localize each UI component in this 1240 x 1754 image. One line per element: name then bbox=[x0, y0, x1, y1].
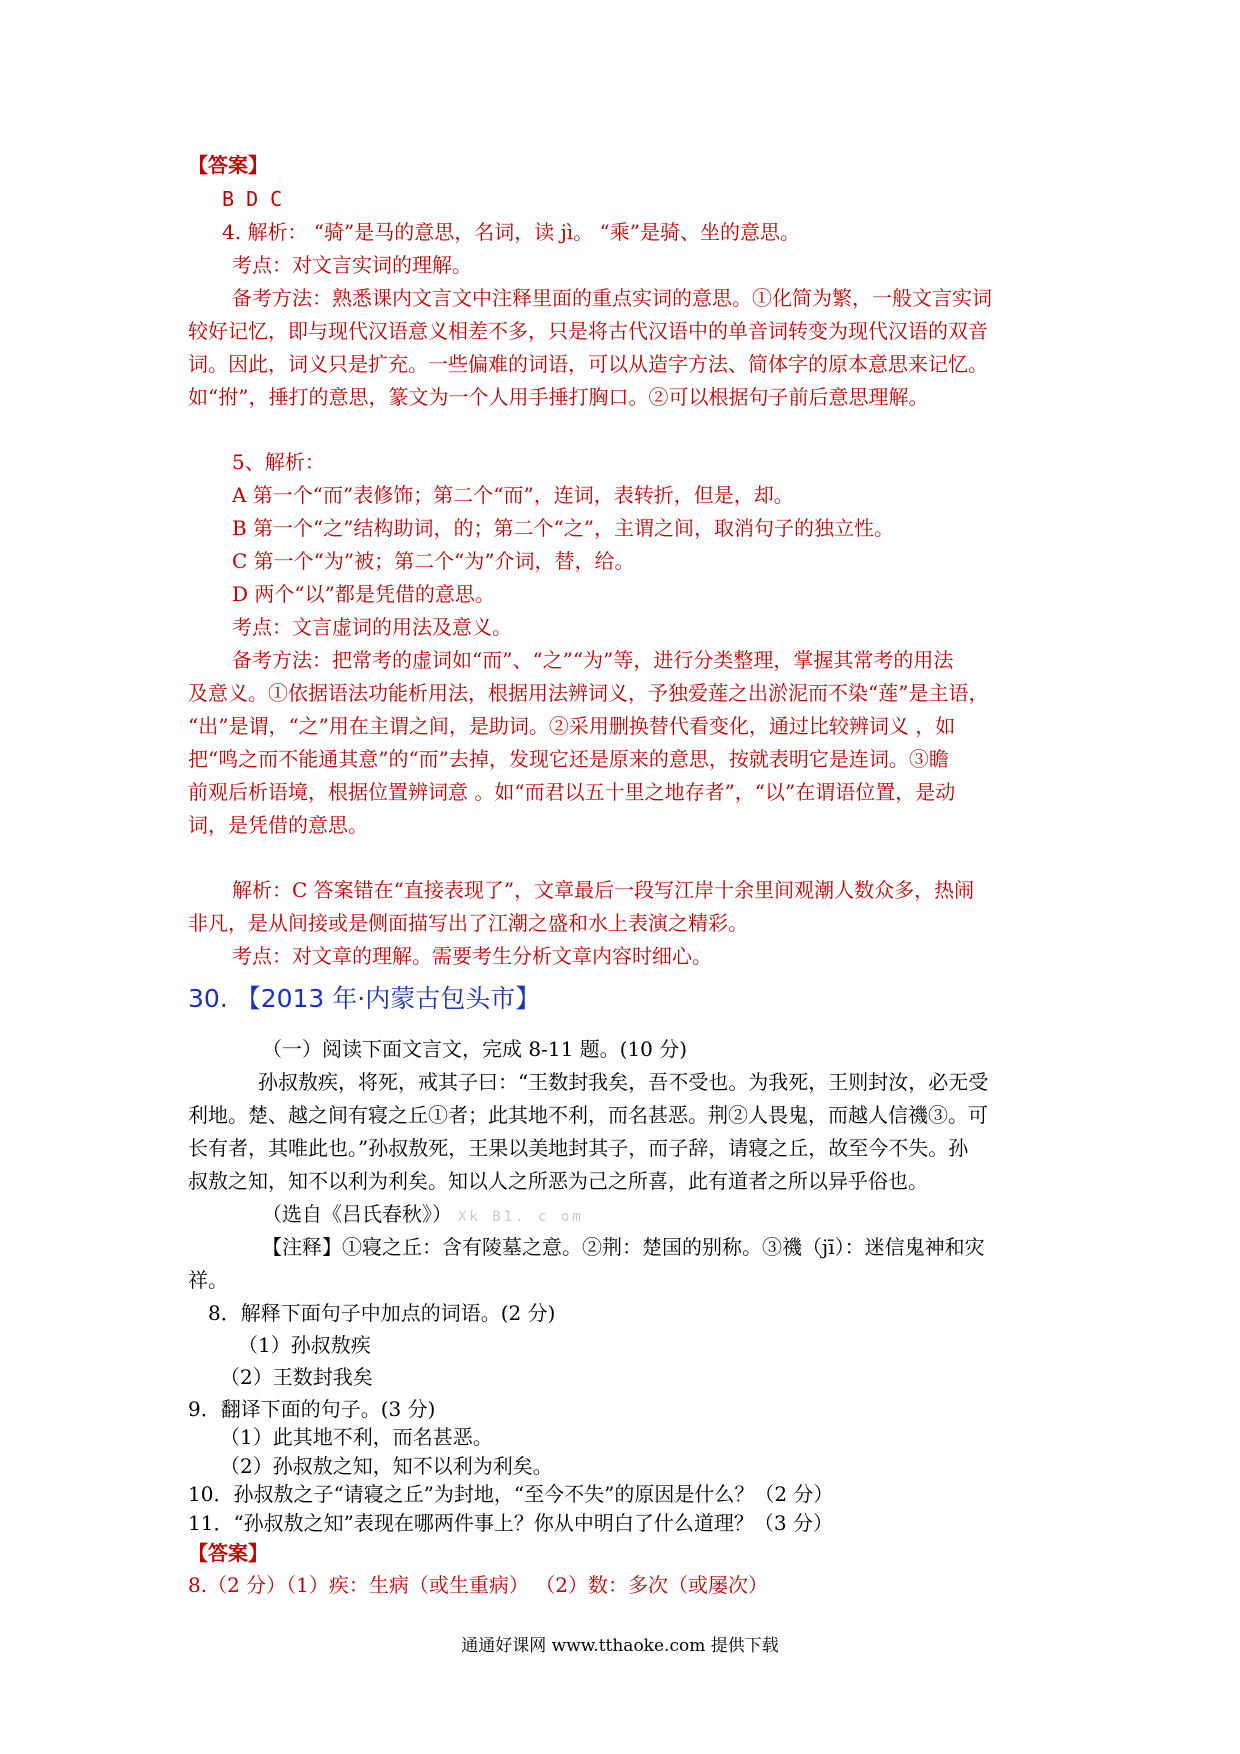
passage-line: 孙叔敖疾，将死，戒其子曰：“王数封我矣，吾不受也。为我死，王则封汝，必无受 bbox=[258, 1070, 989, 1094]
question-11: 11．“孙叔敖之知”表现在哪两件事上？你从中明白了什么道理？（3 分） bbox=[188, 1511, 833, 1535]
q4-analysis: 4. 解析： “骑”是马的意思，名词，读 jì。 “乘”是骑、坐的意思。 bbox=[222, 220, 801, 244]
q4-test-point: 考点：对文言实词的理解。 bbox=[232, 253, 472, 277]
q5-test-point: 考点：文言虚词的用法及意义。 bbox=[232, 615, 512, 639]
answer-label: 【答案】 bbox=[188, 153, 268, 177]
q4-method-line: 如“拊”，捶打的意思，篆文为一个人用手捶打胸口。②可以根据句子前后意思理解。 bbox=[188, 385, 929, 409]
answer-8: 8.（2 分）（1）疾：生病（或生重病） （2）数：多次（或屡次） bbox=[188, 1573, 768, 1597]
question-8-item: （1）孙叔敖疾 bbox=[238, 1333, 371, 1357]
q5-option-c: C 第一个“为”被；第二个“为”介词，替，给。 bbox=[232, 549, 635, 573]
q5-option-d: D 两个“以”都是凭借的意思。 bbox=[232, 582, 495, 606]
question-9-item: （2）孙叔敖之知，知不以利为利矣。 bbox=[220, 1454, 553, 1478]
q5-method-line: “出”是谓，“之”用在主谓之间，是助词。②采用删换替代看变化，通过比较辨词义 ，如 bbox=[188, 714, 956, 738]
q6-analysis-line: 非凡，是从间接或是侧面描写出了江潮之盛和水上表演之精彩。 bbox=[188, 911, 748, 935]
question-10: 10．孙叔敖之子“请寝之丘”为封地，“至今不失”的原因是什么？（2 分） bbox=[188, 1482, 834, 1506]
passage-instruction: （一）阅读下面文言文，完成 8-11 题。(10 分) bbox=[262, 1037, 688, 1061]
q5-method-line: 及意义。①依据语法功能析用法，根据用法辨词义，予独爱莲之出淤泥而不染“莲”是主语， bbox=[188, 681, 989, 705]
q5-method-line: 前观后析语境，根据位置辨词意 。如“而君以五十里之地存者”，“以”在谓语位置，是动 bbox=[188, 780, 956, 804]
notes-line: 【注释】①寝之丘：含有陵墓之意。②荆：楚国的别称。③禨（jī）：迷信鬼神和灾 bbox=[262, 1235, 985, 1259]
answer-label: 【答案】 bbox=[188, 1541, 268, 1565]
q5-method-line: 把“鸣之而不能通其意”的“而”去掉，发现它还是原来的意思，按就表明它是连词。③瞻 bbox=[188, 747, 949, 771]
q5-option-b: B 第一个“之”结构助词，的；第二个“之”，主谓之间，取消句子的独立性。 bbox=[232, 516, 894, 540]
question-8: 8．解释下面句子中加点的词语。(2 分) bbox=[208, 1301, 556, 1325]
question-9: 9．翻译下面的句子。(3 分) bbox=[188, 1397, 436, 1421]
notes-line: 祥。 bbox=[188, 1268, 228, 1292]
section-heading: 30. 【2013 年·内蒙古包头市】 bbox=[188, 984, 541, 1013]
q5-option-a: A 第一个“而”表修饰；第二个“而”，连词，表转折，但是，却。 bbox=[232, 483, 794, 507]
q4-method-line: 词。因此，词义只是扩充。一些偏难的词语，可以从造字方法、简体字的原本意思来记忆。 bbox=[188, 352, 988, 376]
passage-source bbox=[262, 1199, 584, 1232]
page-footer: 通通好课网 www.tthaoke.com 提供下载 bbox=[461, 1636, 779, 1656]
answer-choices: B D C bbox=[222, 187, 283, 211]
passage-line: 叔敖之知，知不以利为利矣。知以人之所恶为己之所喜，此有道者之所以异乎俗也。 bbox=[188, 1169, 928, 1193]
passage-line: 长有者，其唯此也。”孙叔敖死，王果以美地封其子，而子辞，请寝之丘，故至今不失。孙 bbox=[188, 1136, 969, 1160]
q6-test-point: 考点：对文章的理解。需要考生分析文章内容时细心。 bbox=[232, 944, 712, 968]
q5-heading: 5、解析： bbox=[232, 450, 325, 474]
q5-method-line: 备考方法：把常考的虚词如“而”、“之”“为”等，进行分类整理，掌握其常考的用法 bbox=[232, 648, 954, 672]
q4-method-line: 备考方法：熟悉课内文言文中注释里面的重点实词的意思。①化简为繁，一般文言实词 bbox=[232, 286, 992, 310]
q5-method-line: 词，是凭借的意思。 bbox=[188, 813, 368, 837]
source-citation: （选自《吕氏春秋》） bbox=[262, 1202, 452, 1226]
watermark: Xk B1. c om bbox=[458, 1209, 584, 1225]
q6-analysis-line: 解析：C 答案错在“直接表现了”，文章最后一段写江岸十余里间观潮人数众多，热闹 bbox=[232, 878, 975, 902]
question-8-item: （2）王数封我矣 bbox=[220, 1365, 373, 1389]
question-9-item: （1）此其地不利，而名甚恶。 bbox=[220, 1425, 493, 1449]
q4-method-line: 较好记忆，即与现代汉语意义相差不多，只是将古代汉语中的单音词转变为现代汉语的双音 bbox=[188, 319, 988, 343]
passage-line: 利地。楚、越之间有寝之丘①者；此其地不利，而名甚恶。荆②人畏鬼，而越人信禨③。可 bbox=[188, 1103, 988, 1127]
